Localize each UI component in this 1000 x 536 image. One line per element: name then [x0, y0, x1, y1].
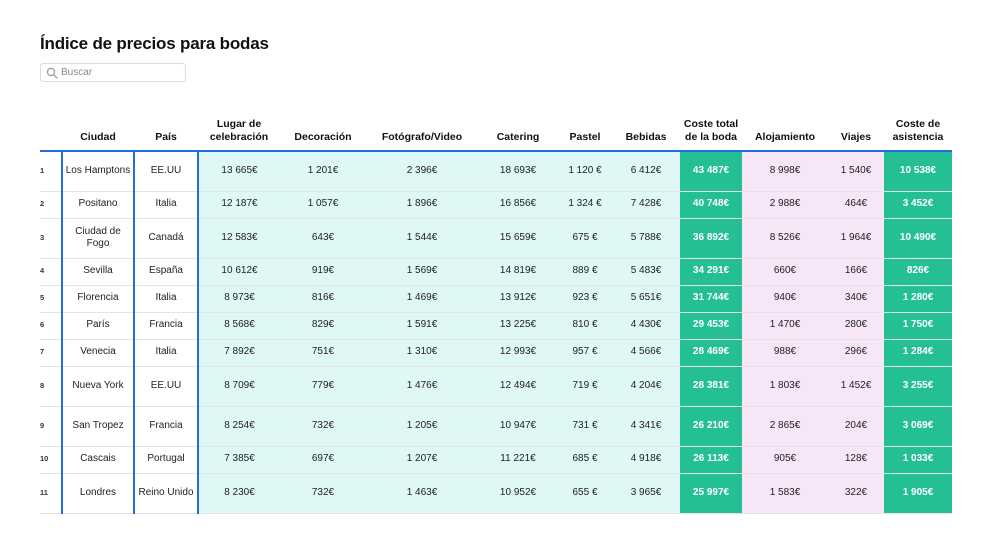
cell-fotografo: 2 396€: [366, 151, 478, 191]
cell-ciudad: Ciudad de Fogo: [62, 218, 134, 258]
cell-lugar: 8 973€: [198, 285, 280, 312]
cell-total: 31 744€: [680, 285, 742, 312]
cell-total: 36 892€: [680, 218, 742, 258]
cell-alojamiento: 660€: [742, 258, 828, 285]
cell-bebidas: 5 788€: [612, 218, 680, 258]
search-input[interactable]: [61, 67, 181, 78]
cell-lugar: 7 892€: [198, 339, 280, 366]
col-header-pastel[interactable]: Pastel: [569, 131, 601, 143]
cell-num: 4: [40, 258, 62, 285]
col-header-decoracion[interactable]: Decoración: [294, 131, 352, 143]
cell-decoracion: 919€: [280, 258, 366, 285]
cell-alojamiento: 1 470€: [742, 312, 828, 339]
table-row: [40, 218, 952, 258]
cell-viajes: 340€: [828, 285, 884, 312]
table-row: [40, 191, 952, 218]
cell-fotografo: 1 463€: [366, 473, 478, 513]
cell-pais: Portugal: [134, 446, 198, 473]
cell-num: 9: [40, 406, 62, 446]
cell-catering: 18 693€: [478, 151, 558, 191]
cell-catering: 13 225€: [478, 312, 558, 339]
cell-catering: 10 952€: [478, 473, 558, 513]
cell-catering: 16 856€: [478, 191, 558, 218]
table-row: [40, 406, 952, 446]
cell-pais: Italia: [134, 191, 198, 218]
table-row: [40, 151, 952, 191]
cell-total: 26 113€: [680, 446, 742, 473]
col-header-ciudad[interactable]: Ciudad: [80, 131, 116, 143]
cell-lugar: 8 230€: [198, 473, 280, 513]
cell-viajes: 322€: [828, 473, 884, 513]
cell-bebidas: 4 918€: [612, 446, 680, 473]
cell-viajes: 296€: [828, 339, 884, 366]
cell-alojamiento: 988€: [742, 339, 828, 366]
cell-fotografo: 1 207€: [366, 446, 478, 473]
col-header-alojamiento[interactable]: Alojamiento: [754, 131, 816, 143]
table-row: [40, 285, 952, 312]
cell-asistencia: 1 905€: [884, 473, 952, 513]
cell-pastel: 1 120 €: [558, 151, 612, 191]
cell-viajes: 464€: [828, 191, 884, 218]
cell-decoracion: 732€: [280, 406, 366, 446]
cell-pais: EE.UU: [134, 151, 198, 191]
cell-asistencia: 1 750€: [884, 312, 952, 339]
cell-decoracion: 1 057€: [280, 191, 366, 218]
cell-num: 5: [40, 285, 62, 312]
cell-viajes: 280€: [828, 312, 884, 339]
cell-asistencia: 3 255€: [884, 366, 952, 406]
cell-total: 28 469€: [680, 339, 742, 366]
col-header-asistencia[interactable]: Coste de asistencia: [892, 118, 944, 143]
cell-bebidas: 5 651€: [612, 285, 680, 312]
cell-pastel: 685 €: [558, 446, 612, 473]
cell-lugar: 10 612€: [198, 258, 280, 285]
cell-asistencia: 10 538€: [884, 151, 952, 191]
cell-num: 6: [40, 312, 62, 339]
cell-asistencia: 3 452€: [884, 191, 952, 218]
cell-num: 8: [40, 366, 62, 406]
col-header-catering[interactable]: Catering: [496, 131, 540, 143]
cell-total: 26 210€: [680, 406, 742, 446]
cell-pais: Italia: [134, 339, 198, 366]
cell-bebidas: 5 483€: [612, 258, 680, 285]
cell-total: 25 997€: [680, 473, 742, 513]
cell-lugar: 13 665€: [198, 151, 280, 191]
cell-pastel: 923 €: [558, 285, 612, 312]
cell-ciudad: Florencia: [62, 285, 134, 312]
cell-pastel: 957 €: [558, 339, 612, 366]
cell-total: 40 748€: [680, 191, 742, 218]
cell-pastel: 655 €: [558, 473, 612, 513]
cell-decoracion: 732€: [280, 473, 366, 513]
search-icon: [46, 67, 58, 79]
cell-decoracion: 779€: [280, 366, 366, 406]
table-row: [40, 366, 952, 406]
cell-fotografo: 1 569€: [366, 258, 478, 285]
cell-catering: 13 912€: [478, 285, 558, 312]
cell-alojamiento: 8 998€: [742, 151, 828, 191]
table-row: [40, 258, 952, 285]
cell-pastel: 719 €: [558, 366, 612, 406]
cell-catering: 15 659€: [478, 218, 558, 258]
table-row: [40, 473, 952, 513]
col-header-total[interactable]: Coste total de la boda: [683, 118, 739, 143]
cell-num: 1: [40, 151, 62, 191]
cell-num: 7: [40, 339, 62, 366]
cell-decoracion: 816€: [280, 285, 366, 312]
cell-bebidas: 4 566€: [612, 339, 680, 366]
col-header-num[interactable]: [40, 98, 62, 151]
cell-bebidas: 4 430€: [612, 312, 680, 339]
cell-asistencia: 10 490€: [884, 218, 952, 258]
cell-asistencia: 1 284€: [884, 339, 952, 366]
cell-fotografo: 1 896€: [366, 191, 478, 218]
cell-decoracion: 1 201€: [280, 151, 366, 191]
cell-total: 34 291€: [680, 258, 742, 285]
cell-alojamiento: 905€: [742, 446, 828, 473]
cell-lugar: 8 254€: [198, 406, 280, 446]
cell-fotografo: 1 205€: [366, 406, 478, 446]
cell-decoracion: 829€: [280, 312, 366, 339]
cell-pais: Francia: [134, 406, 198, 446]
cell-fotografo: 1 476€: [366, 366, 478, 406]
page-title: Índice de precios para bodas: [40, 34, 269, 53]
cell-ciudad: París: [62, 312, 134, 339]
price-table-container: [40, 98, 944, 512]
cell-decoracion: 751€: [280, 339, 366, 366]
cell-lugar: 12 583€: [198, 218, 280, 258]
cell-total: 29 453€: [680, 312, 742, 339]
cell-pastel: 810 €: [558, 312, 612, 339]
cell-alojamiento: 940€: [742, 285, 828, 312]
cell-pastel: 731 €: [558, 406, 612, 446]
cell-total: 43 487€: [680, 151, 742, 191]
cell-num: 10: [40, 446, 62, 473]
cell-pais: Reino Unido: [134, 473, 198, 513]
table-row: [40, 312, 952, 339]
cell-alojamiento: 2 988€: [742, 191, 828, 218]
cell-lugar: 12 187€: [198, 191, 280, 218]
cell-bebidas: 4 341€: [612, 406, 680, 446]
cell-catering: 10 947€: [478, 406, 558, 446]
search-box[interactable]: [40, 63, 186, 82]
cell-viajes: 166€: [828, 258, 884, 285]
cell-pastel: 1 324 €: [558, 191, 612, 218]
cell-num: 11: [40, 473, 62, 513]
cell-asistencia: 1 280€: [884, 285, 952, 312]
cell-pastel: 675 €: [558, 218, 612, 258]
cell-fotografo: 1 310€: [366, 339, 478, 366]
cell-alojamiento: 2 865€: [742, 406, 828, 446]
price-table: [40, 98, 952, 514]
table-header-row: [40, 98, 952, 151]
cell-catering: 12 993€: [478, 339, 558, 366]
col-header-lugar[interactable]: Lugar de celebración: [209, 118, 269, 143]
cell-bebidas: 4 204€: [612, 366, 680, 406]
cell-viajes: 1 964€: [828, 218, 884, 258]
cell-lugar: 8 709€: [198, 366, 280, 406]
cell-pais: Francia: [134, 312, 198, 339]
cell-ciudad: Positano: [62, 191, 134, 218]
cell-pais: Italia: [134, 285, 198, 312]
cell-lugar: 8 568€: [198, 312, 280, 339]
cell-asistencia: 826€: [884, 258, 952, 285]
cell-num: 2: [40, 191, 62, 218]
cell-alojamiento: 1 583€: [742, 473, 828, 513]
cell-asistencia: 3 069€: [884, 406, 952, 446]
cell-catering: 14 819€: [478, 258, 558, 285]
col-header-pais[interactable]: País: [155, 131, 177, 143]
cell-fotografo: 1 469€: [366, 285, 478, 312]
cell-ciudad: Venecia: [62, 339, 134, 366]
cell-fotografo: 1 591€: [366, 312, 478, 339]
cell-viajes: 1 452€: [828, 366, 884, 406]
col-header-fotografo[interactable]: Fotógrafo/Video: [381, 131, 463, 143]
cell-alojamiento: 1 803€: [742, 366, 828, 406]
col-header-viajes[interactable]: Viajes: [840, 131, 872, 143]
cell-asistencia: 1 033€: [884, 446, 952, 473]
cell-num: 3: [40, 218, 62, 258]
cell-viajes: 1 540€: [828, 151, 884, 191]
cell-ciudad: Los Hamptons: [62, 151, 134, 191]
cell-catering: 11 221€: [478, 446, 558, 473]
cell-pastel: 889 €: [558, 258, 612, 285]
cell-bebidas: 6 412€: [612, 151, 680, 191]
cell-viajes: 128€: [828, 446, 884, 473]
col-header-bebidas[interactable]: Bebidas: [625, 131, 667, 143]
cell-lugar: 7 385€: [198, 446, 280, 473]
table-row: [40, 446, 952, 473]
cell-bebidas: 3 965€: [612, 473, 680, 513]
cell-pais: Canadá: [134, 218, 198, 258]
cell-ciudad: San Tropez: [62, 406, 134, 446]
cell-alojamiento: 8 526€: [742, 218, 828, 258]
table-row: [40, 339, 952, 366]
cell-viajes: 204€: [828, 406, 884, 446]
cell-total: 28 381€: [680, 366, 742, 406]
cell-ciudad: Nueva York: [62, 366, 134, 406]
cell-decoracion: 643€: [280, 218, 366, 258]
cell-ciudad: Sevilla: [62, 258, 134, 285]
cell-ciudad: Cascais: [62, 446, 134, 473]
cell-ciudad: Londres: [62, 473, 134, 513]
cell-pais: EE.UU: [134, 366, 198, 406]
cell-pais: España: [134, 258, 198, 285]
cell-catering: 12 494€: [478, 366, 558, 406]
cell-bebidas: 7 428€: [612, 191, 680, 218]
cell-decoracion: 697€: [280, 446, 366, 473]
cell-fotografo: 1 544€: [366, 218, 478, 258]
